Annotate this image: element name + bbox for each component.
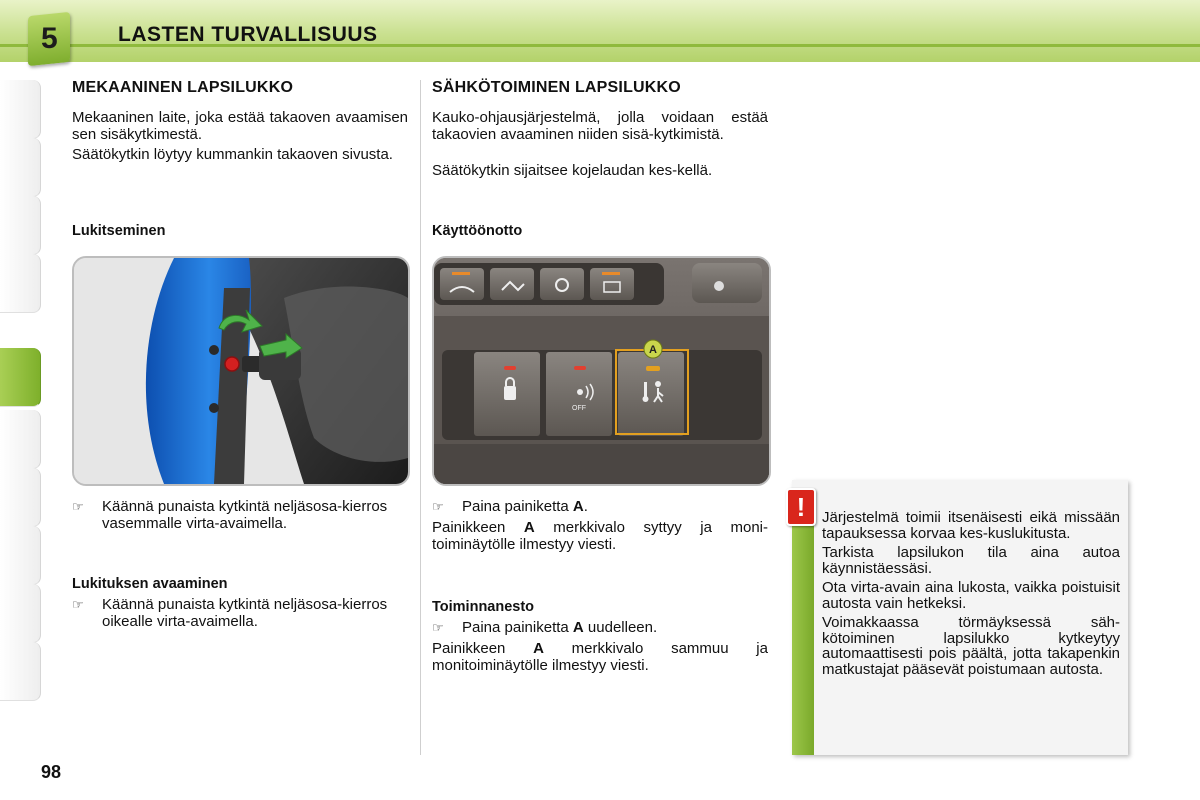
pointing-hand-icon: ☞ bbox=[72, 597, 84, 612]
column-divider bbox=[420, 80, 421, 755]
locking-instruction bbox=[72, 499, 408, 532]
subheading-deactivation: Toiminnanesto bbox=[432, 599, 535, 615]
subheading-unlocking: Lukituksen avaaminen bbox=[72, 576, 228, 592]
pointing-hand-icon: ☞ bbox=[432, 499, 444, 514]
deactivation-instruction-text: Paina painiketta A uudelleen. bbox=[462, 619, 658, 636]
activation-instruction-text: Paina painiketta A. bbox=[462, 498, 588, 515]
warning-paragraph: Tarkista lapsilukon tila aina autoa käynnistäessäsi. bbox=[822, 544, 1120, 577]
dashboard-switch-illustration bbox=[432, 256, 771, 486]
chapter-tab-strip bbox=[0, 80, 42, 720]
section-heading-mechanical: MEKAANINEN LAPSILUKKO bbox=[72, 79, 294, 96]
subheading-locking: Lukitseminen bbox=[72, 223, 166, 239]
page-header bbox=[0, 0, 1200, 62]
warning-paragraph: Ota virta-avain aina lukosta, vaikka poistuisit autosta vain hetkeksi. bbox=[822, 579, 1120, 612]
button-off-label: OFF bbox=[572, 405, 586, 412]
unlocking-instruction-text: Käännä punaista kytkintä neljäsosa-kierros oikealle virta-avaimella. bbox=[102, 596, 388, 630]
chapter-tab[interactable] bbox=[0, 468, 41, 527]
warning-exclamation-icon: ! bbox=[786, 488, 816, 526]
activation-instruction bbox=[432, 499, 768, 516]
button-a-label: A bbox=[649, 344, 657, 356]
chapter-tab[interactable] bbox=[0, 196, 41, 255]
chapter-badge bbox=[28, 12, 70, 66]
button-a-reference: A bbox=[572, 619, 584, 636]
door-lock-drawing bbox=[74, 258, 408, 484]
chapter-tab[interactable] bbox=[0, 526, 41, 585]
section-heading-electric: SÄHKÖTOIMINEN LAPSILUKKO bbox=[432, 79, 681, 96]
chapter-tab[interactable] bbox=[0, 254, 41, 313]
subheading-activation: Käyttöönotto bbox=[432, 223, 523, 239]
chapter-number: 5 bbox=[40, 22, 58, 55]
warning-box bbox=[792, 480, 1128, 755]
warning-text bbox=[822, 510, 1120, 681]
pointing-hand-icon: ☞ bbox=[432, 620, 444, 635]
dashboard-switch-drawing bbox=[434, 258, 769, 484]
activation-result: Painikkeen A merkkivalo syttyy ja moni-toiminäytölle ilmestyy viesti. bbox=[432, 519, 768, 553]
chapter-tab[interactable] bbox=[0, 410, 41, 469]
mechanical-intro-1: Mekaaninen laite, joka estää takaoven avaamisen sen sisäkytkimestä. bbox=[72, 109, 408, 143]
button-a-reference: A bbox=[572, 498, 584, 515]
pointing-hand-icon: ☞ bbox=[72, 499, 84, 514]
electric-intro-1: Kauko-ohjausjärjestelmä, jolla voidaan estää takaovien avaaminen niiden sisä-kytkimistä. bbox=[432, 109, 768, 143]
page-number: 98 bbox=[41, 762, 62, 782]
chapter-tab-active[interactable] bbox=[0, 348, 41, 407]
warning-paragraph: Järjestelmä toimii itsenäisesti eikä missään tapauksessa korvaa kes-kuslukitusta. bbox=[822, 509, 1120, 542]
deactivation-result: Painikkeen A merkkivalo sammuu ja monitoiminäytölle ilmestyy viesti. bbox=[432, 640, 768, 674]
unlocking-instruction bbox=[72, 597, 408, 630]
chapter-tab[interactable] bbox=[0, 138, 41, 197]
button-a-reference: A bbox=[523, 519, 535, 536]
door-lock-illustration bbox=[72, 256, 410, 486]
deactivation-instruction bbox=[432, 620, 768, 637]
chapter-title: LASTEN TURVALLISUUS bbox=[118, 23, 378, 46]
warning-paragraph: Voimakkaassa törmäyksessä säh-kötoiminen lapsilukko kytkeytyy automaattisesti pois päältä, jotta takapenkin matkustajat pääsevät poistumaan autosta. bbox=[822, 614, 1120, 678]
chapter-tab[interactable] bbox=[0, 642, 41, 701]
locking-instruction-text: Käännä punaista kytkintä neljäsosa-kierros vasemmalle virta-avaimella. bbox=[102, 498, 388, 532]
button-a-reference: A bbox=[533, 640, 544, 657]
warning-accent-bar bbox=[792, 494, 814, 755]
electric-intro-2: Säätökytkin sijaitsee kojelaudan kes-kellä. bbox=[432, 162, 713, 179]
mechanical-intro-2: Säätökytkin löytyy kummankin takaoven sivusta. bbox=[72, 146, 393, 163]
chapter-tab[interactable] bbox=[0, 80, 41, 139]
chapter-tab[interactable] bbox=[0, 584, 41, 643]
